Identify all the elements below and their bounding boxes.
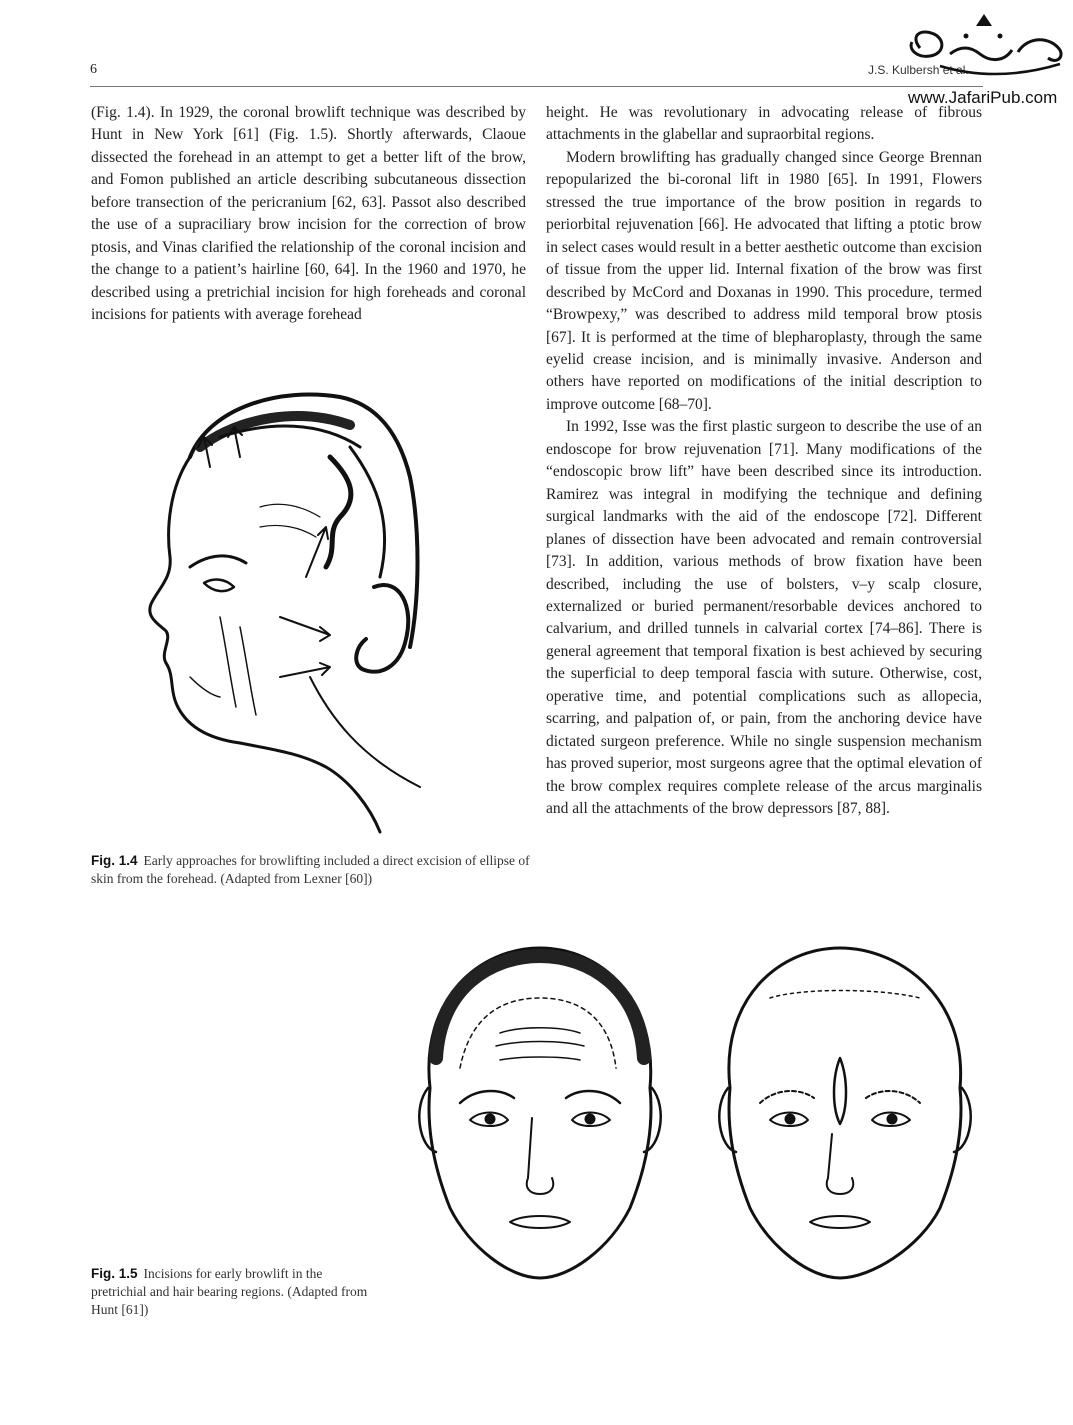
right-paragraph-2: Modern browlifting has gradually changed since George Brennan repopularized the bi-coronal lift in 1980 [65]. In 1991, Flowers stressed the true importance of the brow position in regards to periorbital rejuvenation [66]. He advocated that lifting a ptotic brow in select cases would result in a better aesthetic outcome than excision of tissue from the upper lid. Internal fixation of the brow was first described by McCord and Doxanas in 1990. This procedure, termed “Browpexy,” was described to address mild temporal brow ptosis [67]. It is performed at the time of blepharoplasty, through the same eyelid crease incision, and is minimally invasive. Anderson and others have reported on modifications of the initial description to improve outcome [68–70]. — [546, 148, 983, 413]
header-rule — [90, 86, 983, 87]
left-face-drawing — [419, 948, 660, 1278]
figure-1-4-label: Fig. 1.4 — [91, 853, 138, 868]
right-face-drawing — [719, 948, 970, 1278]
figure-1-4-caption-text: Early approaches for browlifting included a direct excision of ellipse of skin from the forehead. (Adapted from Lexner [60]) — [91, 853, 530, 886]
watermark-url: www.JafariPub.com — [908, 88, 1058, 107]
figure-1-5-caption — [91, 1265, 371, 1319]
figure-1-5-caption-text: Incisions for early browlift in the pretrichial and hair bearing regions. (Adapted from Hunt [61]) — [91, 1266, 368, 1317]
page-number: 6 — [90, 62, 97, 77]
watermark-logo-icon — [900, 6, 1068, 86]
figure-1-4-caption — [91, 852, 531, 888]
figure-1-4-profile-drawing — [130, 377, 430, 837]
publisher-watermark — [900, 6, 1068, 116]
running-head: J.S. Kulbersh et al. — [868, 63, 969, 77]
left-column-text — [91, 102, 526, 327]
figure-1-5-frontal-faces — [400, 938, 990, 1283]
left-paragraph-1: (Fig. 1.4). In 1929, the coronal browlift technique was described by Hunt in New York [61] (Fig. 1.5). Shortly afterwards, Claoue dissected the forehead in an attempt to get a better lift of the brow, and Fomon published an article describing subcutaneous dissection before transection of the pericranium [62, 63]. Passot also described the use of a supraciliary brow incision for the correction of brow ptosis, and Vinas clarified the relationship of the coronal incision and the change to a patient’s hairline [60, 64]. In the 1960 and 1970, he described using a pretrichial incision for high foreheads and coronal incisions for patients with average forehead — [91, 104, 526, 324]
right-paragraph-1: height. He was revolutionary in advocating release of fibrous attachments in the glabellar and supraorbital regions. — [546, 104, 982, 144]
right-column-text — [546, 102, 982, 821]
figure-1-5-label: Fig. 1.5 — [91, 1266, 138, 1281]
right-paragraph-3: In 1992, Isse was the first plastic surgeon to describe the use of an endoscope for brow rejuvenation [71]. Many modifications of the “endoscopic brow lift” have been described since its introduction. Ramirez was integral in modifying the technique and defining surgical landmarks with the aid of the endoscope [72]. Different planes of dissection have been advocated and remain controversial [73]. In addition, various methods of brow fixation have been described, including the use of bolsters, v–y scalp closure, externalized or buried permanent/resorbable devices anchored to calvarium, and drilled tunnels in calvarial cortex [74–86]. There is general agreement that temporal fixation is best achieved by securing the superficial to deep temporal fascia with suture. Otherwise, cost, operative time, and potential complications such as allopecia, scarring, and palpation of, or pain, from the anchoring device have dictated surgeon preference. While no single suspension mechanism has proved superior, most surgeons agree that the optimal elevation of the brow complex requires complete release of the arcus marginalis and all the attachments of the brow depressors [87, 88]. — [546, 418, 982, 818]
